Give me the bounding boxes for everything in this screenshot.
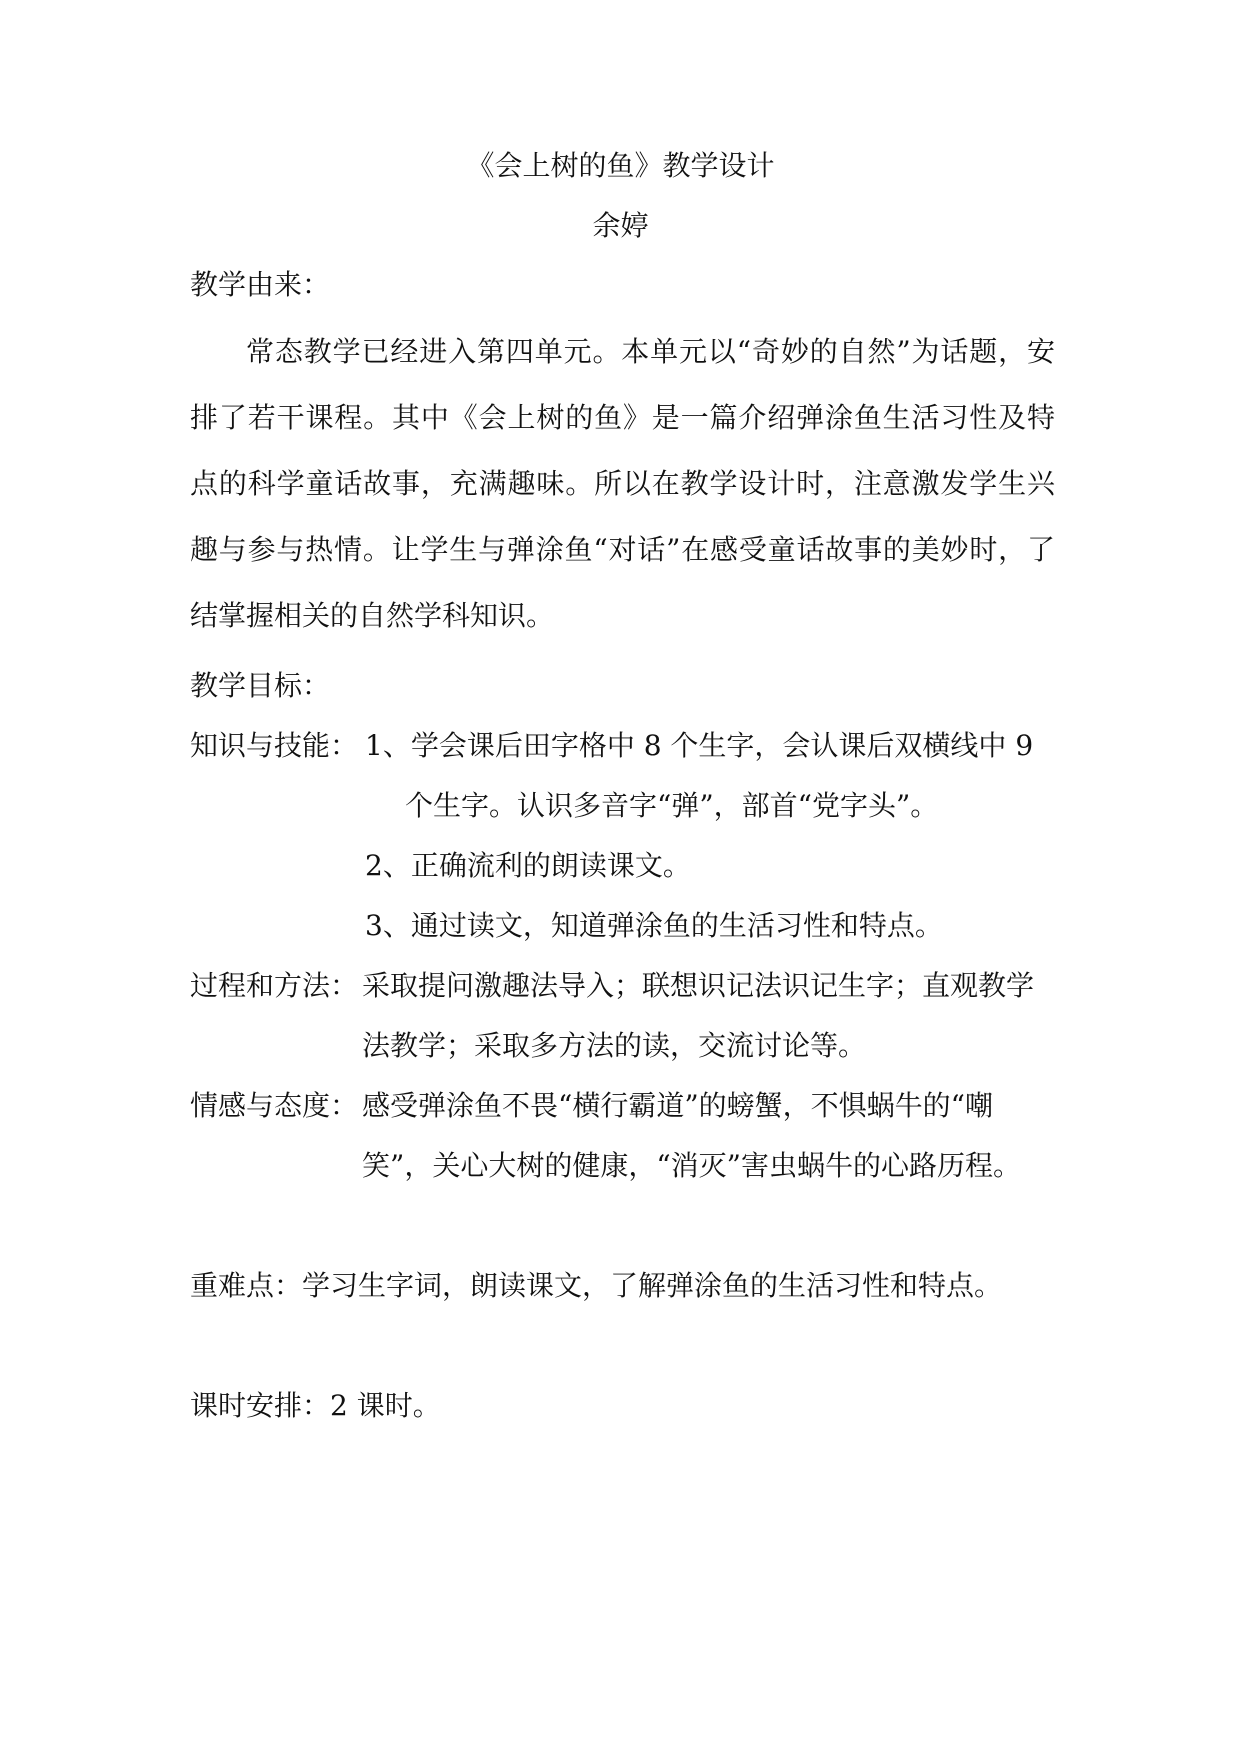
process-line-2: 法教学；采取多方法的读，交流讨论等。 [362, 1029, 867, 1062]
knowledge-label: 知识与技能： [190, 729, 359, 762]
emotion-line-2: 笑”，关心大树的健康，“消灭”害虫蜗牛的心路历程。 [362, 1149, 1021, 1182]
emotion-line-1: 感受弹涂鱼不畏“横行霸道”的螃蟹，不惧蜗牛的“嘲 [362, 1089, 993, 1122]
origin-heading: 教学由来： [190, 268, 331, 301]
author-name: 余婷 [592, 209, 649, 242]
origin-paragraph: 常态教学已经进入第四单元。本单元以“奇妙的自然”为话题，安排了若干课程。其中《会上树的鱼》是一篇介绍弹涂鱼生活习性及特点的科学童话故事，充满趣味。所以在教学设计时，注意激发学生兴趣与参与热情。让学生与弹涂鱼“对话”在感受童话故事的美妙时，了结掌握相关的自然学科知识。 [190, 335, 1055, 632]
knowledge-item-3: 3、通过读文，知道弹涂鱼的生活习性和特点。 [365, 909, 943, 942]
emotion-label: 情感与态度： [190, 1089, 359, 1122]
goals-heading: 教学目标： [190, 669, 331, 702]
key-points: 重难点：学习生字词，朗读课文，了解弹涂鱼的生活习性和特点。 [190, 1269, 1003, 1302]
class-schedule: 课时安排：2 课时。 [190, 1389, 441, 1422]
knowledge-item-2: 2、正确流利的朗读课文。 [365, 849, 691, 882]
process-label: 过程和方法： [190, 969, 359, 1002]
process-line-1: 采取提问激趣法导入；联想识记法识记生字；直观教学 [362, 969, 1035, 1002]
knowledge-item-1-line-2: 个生字。认识多音字“弹”，部首“党字头”。 [405, 789, 939, 822]
knowledge-item-1-line-1: 1、学会课后田字格中 8 个生字，会认课后双横线中 9 [365, 729, 1034, 762]
document-title: 《会上树的鱼》教学设计 [466, 149, 775, 182]
